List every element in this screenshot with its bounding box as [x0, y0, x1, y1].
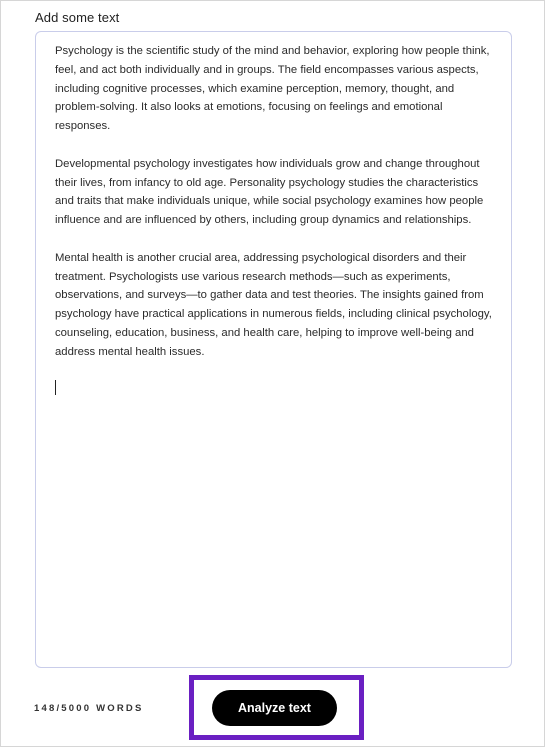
- paragraph-2: Developmental psychology investigates how individuals grow and change throughout their lives, from infancy to old age. Personality psychology studies the characteristics and traits that make individuals unique, while social psychology examines how people influence and are influenced by others, including group dynamics and relationships.: [55, 157, 484, 227]
- paragraph-1: Psychology is the scientific study of the mind and behavior, exploring how people think, feel, and act both individually and in groups. The field encompasses various aspects, including cognitive processes, which examine perception, memory, thought, and problem-solving. It also looks at emotions, focusing on feelings and emotional responses.: [55, 45, 490, 133]
- paragraph-3: Mental health is another crucial area, addressing psychological disorders and their treatment. Psychologists use various research methods—such as experiments, observations, and surveys—to gather data and test theories. The insights gained from psychology have practical applications in numerous fields, including clinical psychology, counseling, education, business, and health care, helping to improve well-being and address mental health issues.: [55, 251, 492, 358]
- text-field-label: Add some text: [35, 10, 120, 25]
- text-caret: [55, 380, 56, 395]
- analyze-text-button[interactable]: Analyze text: [212, 690, 337, 726]
- word-count: 148/5000 WORDS: [34, 703, 144, 714]
- text-input-content[interactable]: [55, 42, 492, 395]
- text-input-area[interactable]: [35, 31, 512, 668]
